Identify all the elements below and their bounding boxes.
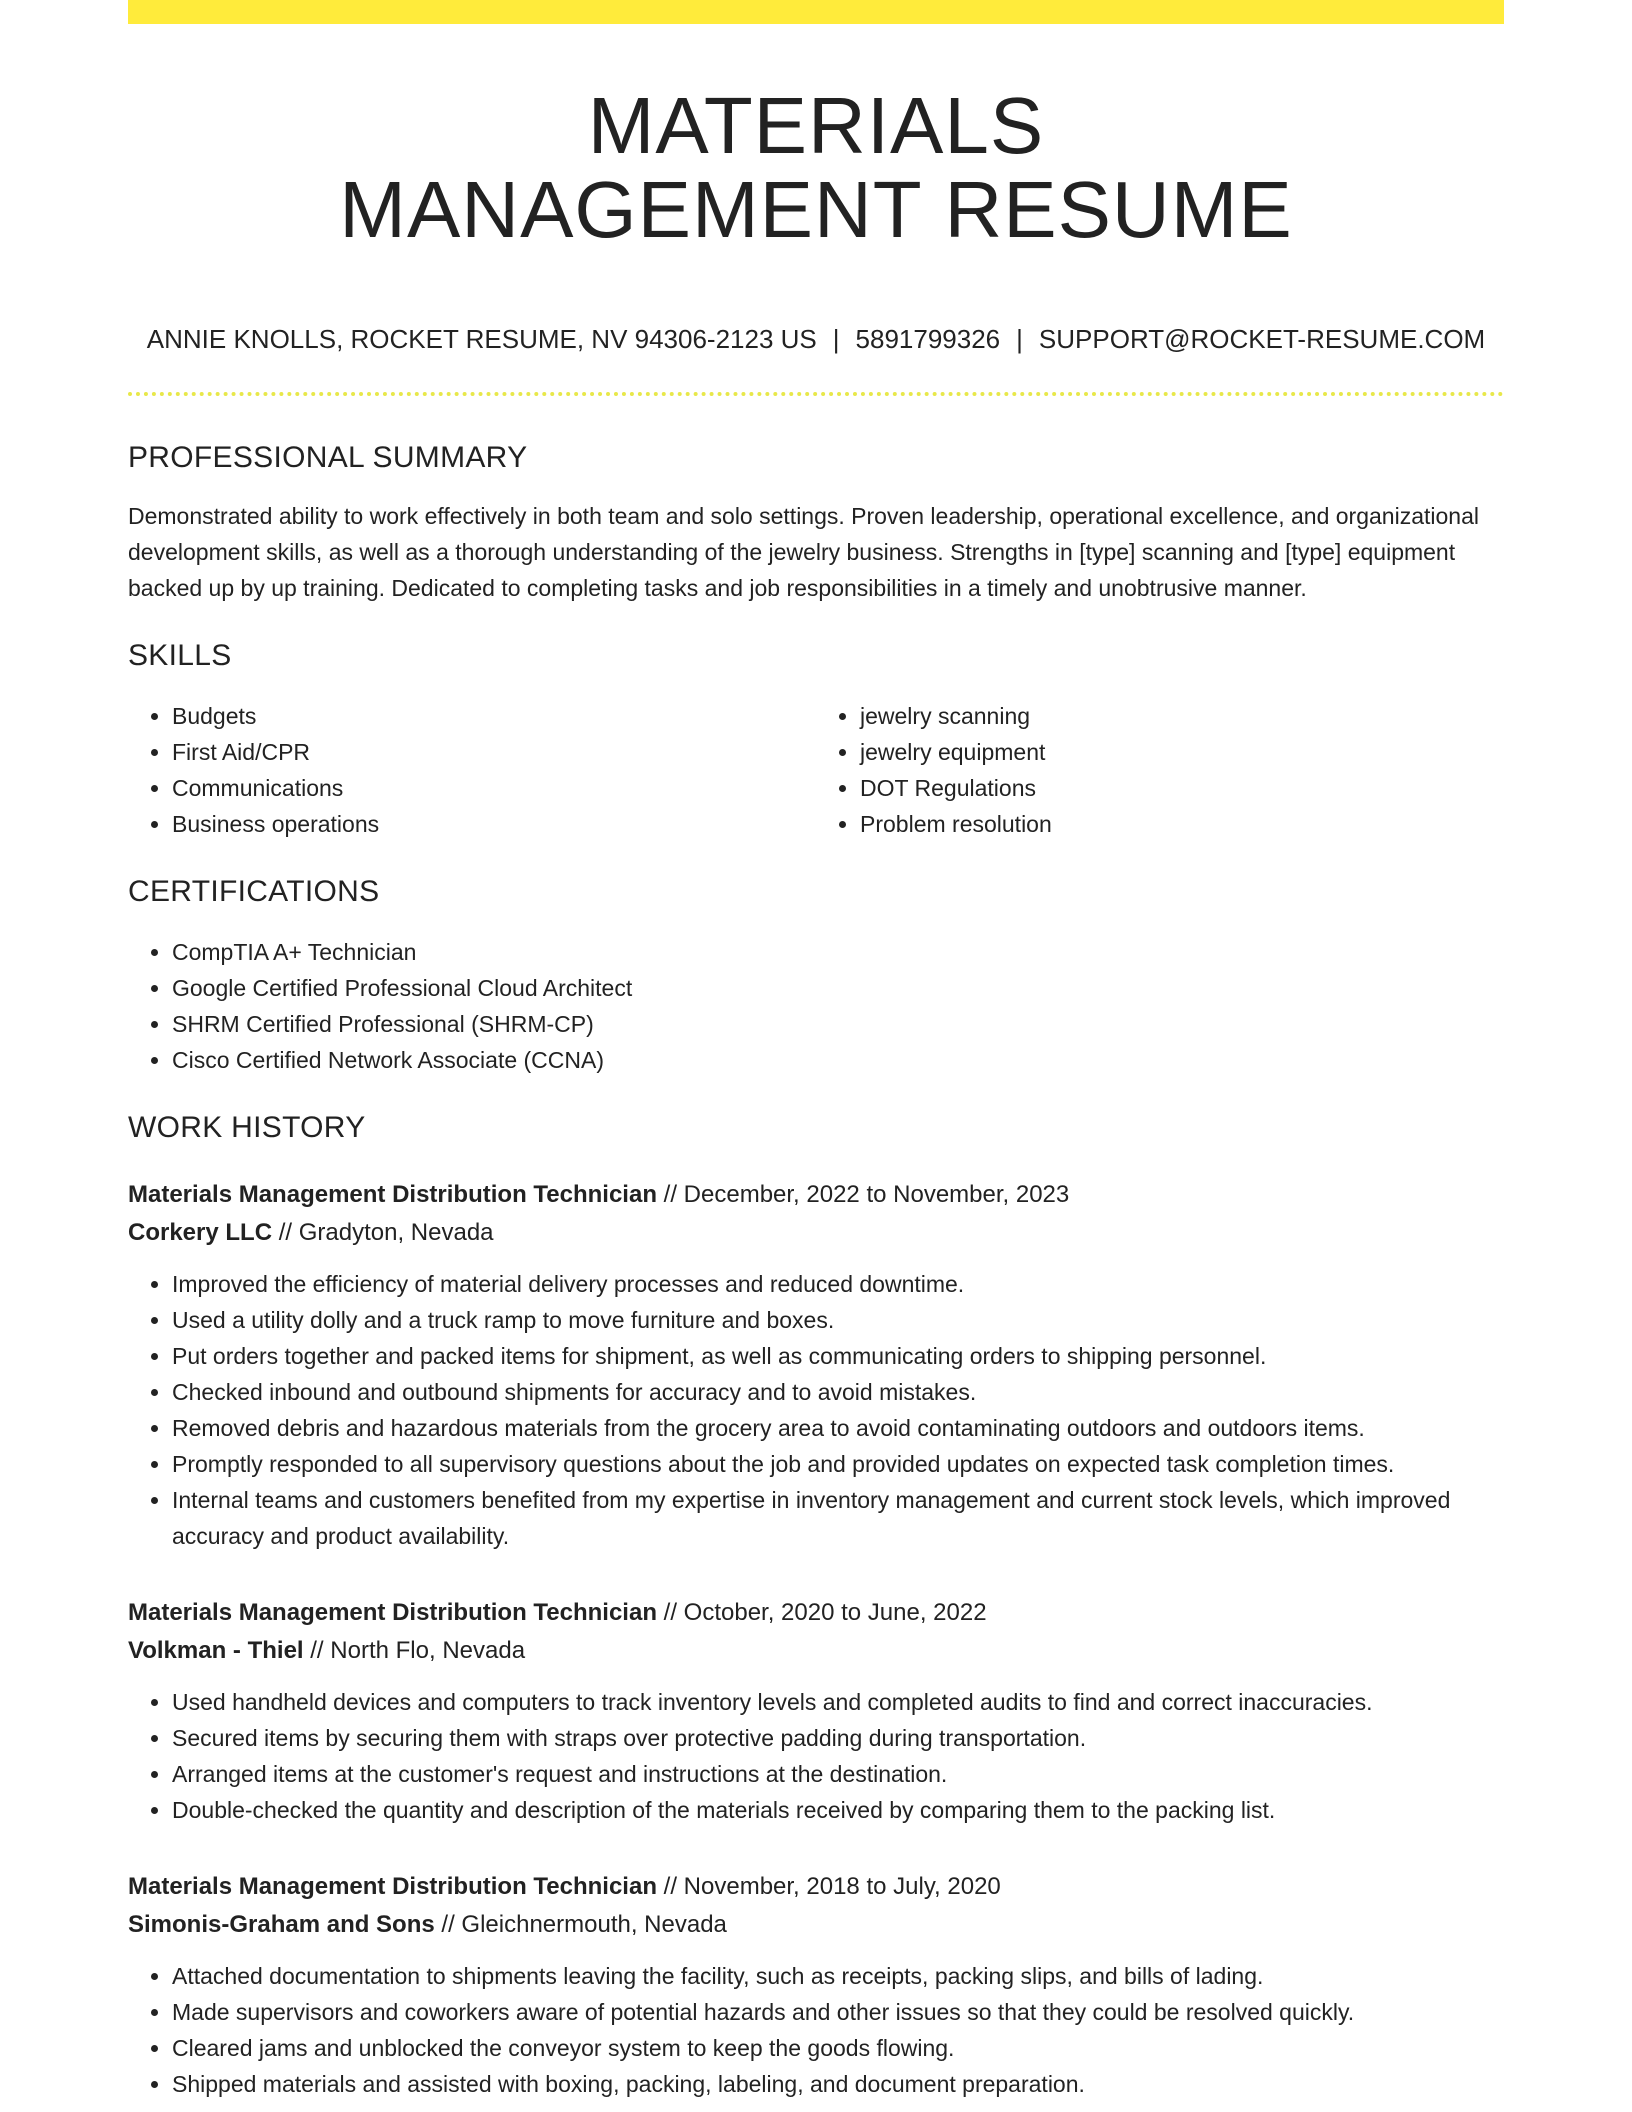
job-entry: [128, 1594, 1504, 1828]
skills-list-left: [128, 698, 816, 842]
job-bullet: • Attached documentation to shipments leaving the facility, such as receipts, packing slips, and bills of lading.: [172, 1958, 1504, 1994]
job-company-line: [128, 1632, 1504, 1670]
job-bullet: • Promptly responded to all supervisory questions about the job and provided updates on expected task completion times.: [172, 1446, 1504, 1482]
job-company: Volkman - Thiel: [128, 1637, 304, 1664]
job-separator: //: [310, 1637, 324, 1664]
skills-grid: [128, 698, 1504, 842]
title-line-1: MATERIALS: [587, 81, 1045, 170]
certification-item: • Google Certified Professional Cloud Architect: [172, 970, 1504, 1006]
job-entry: [128, 1176, 1504, 1554]
contact-separator: |: [1016, 324, 1023, 354]
job-title: Materials Management Distribution Technician: [128, 1873, 657, 1900]
skill-item: • Budgets: [172, 698, 816, 734]
job-entry: [128, 1868, 1504, 2102]
skills-list-right: [816, 698, 1504, 842]
summary-text: Demonstrated ability to work effectively in both team and solo settings. Proven leadership, operational excellence, and organizational development skills, as well as a thorough understanding of the jewelry business. Strengths in [type] scanning and [type] equipment backed up by up training. Dedicated to completing tasks and job responsibilities in a timely and unobtrusive manner.: [128, 503, 1479, 601]
work-history-section: [128, 1106, 1504, 2102]
job-dates: December, 2022 to November, 2023: [683, 1181, 1070, 1208]
certifications-list: [128, 934, 1504, 1078]
job-dates: November, 2018 to July, 2020: [683, 1873, 1001, 1900]
job-bullet: • Shipped materials and assisted with boxing, packing, labeling, and document preparation.: [172, 2066, 1504, 2102]
skills-heading: SKILLS: [128, 639, 232, 672]
job-location: Gleichnermouth, Nevada: [461, 1911, 727, 1938]
skills-section: [128, 634, 1504, 842]
contact-address: ANNIE KNOLLS, ROCKET RESUME, NV 94306-2123 US: [146, 324, 817, 354]
job-bullets: [128, 1958, 1504, 2102]
job-separator: //: [278, 1219, 293, 1246]
skill-item: • jewelry equipment: [860, 734, 1504, 770]
job-title-line: [128, 1176, 1504, 1214]
job-bullets: [128, 1684, 1504, 1828]
job-company: Corkery LLC: [128, 1219, 273, 1246]
job-company-line: [128, 1906, 1504, 1944]
job-title: Materials Management Distribution Technician: [128, 1599, 657, 1626]
contact-separator: |: [832, 324, 840, 354]
skill-item: • Problem resolution: [860, 806, 1504, 842]
job-bullet: • Internal teams and customers benefited from my expertise in inventory management and current stock levels, which improved accuracy and product availability.: [172, 1482, 1504, 1554]
summary-section: [128, 436, 1504, 606]
job-title-line: [128, 1868, 1504, 1906]
job-company-line: [128, 1214, 1504, 1252]
job-location: Gradyton, Nevada: [298, 1219, 494, 1246]
job-separator: //: [663, 1181, 677, 1208]
job-separator: //: [441, 1911, 455, 1938]
contact-line: [128, 322, 1504, 356]
contact-phone: 5891799326: [855, 324, 1001, 354]
certification-item: • Cisco Certified Network Associate (CCNA): [172, 1042, 1504, 1078]
job-company: Simonis-Graham and Sons: [128, 1911, 435, 1938]
job-bullet: • Put orders together and packed items for shipment, as well as communicating orders to shipping personnel.: [172, 1338, 1504, 1374]
certification-item: • SHRM Certified Professional (SHRM-CP): [172, 1006, 1504, 1042]
job-bullet: • Double-checked the quantity and description of the materials received by comparing them to the packing list.: [172, 1792, 1504, 1828]
skill-item: • Communications: [172, 770, 816, 806]
job-bullets: [128, 1266, 1504, 1554]
summary-heading: PROFESSIONAL SUMMARY: [128, 441, 528, 474]
skill-item: • First Aid/CPR: [172, 734, 816, 770]
job-bullet: • Checked inbound and outbound shipments for accuracy and to avoid mistakes.: [172, 1374, 1504, 1410]
job-title-line: [128, 1594, 1504, 1632]
job-bullet: • Removed debris and hazardous materials from the grocery area to avoid contaminating outdoors and outdoors items.: [172, 1410, 1504, 1446]
job-bullet: • Improved the efficiency of material delivery processes and reduced downtime.: [172, 1266, 1504, 1302]
job-title: Materials Management Distribution Technician: [128, 1181, 657, 1208]
resume-title: [128, 81, 1504, 254]
job-bullet: • Made supervisors and coworkers aware of potential hazards and other issues so that they could be resolved quickly.: [172, 1994, 1504, 2030]
certifications-heading: CERTIFICATIONS: [128, 875, 380, 908]
job-location: North Flo, Nevada: [330, 1637, 526, 1664]
accent-top-bar: [128, 0, 1504, 24]
job-bullet: • Used handheld devices and computers to track inventory levels and completed audits to find and correct inaccuracies.: [172, 1684, 1504, 1720]
work-history-heading: WORK HISTORY: [128, 1111, 366, 1144]
certifications-section: [128, 870, 1504, 1078]
dotted-divider: [128, 392, 1504, 396]
skill-item: • DOT Regulations: [860, 770, 1504, 806]
skill-item: • jewelry scanning: [860, 698, 1504, 734]
title-line-2: MANAGEMENT RESUME: [339, 165, 1293, 254]
job-bullet: • Cleared jams and unblocked the conveyor system to keep the goods flowing.: [172, 2030, 1504, 2066]
job-bullet: • Arranged items at the customer's request and instructions at the destination.: [172, 1756, 1504, 1792]
skill-item: • Business operations: [172, 806, 816, 842]
job-separator: //: [663, 1873, 677, 1900]
job-bullet: • Used a utility dolly and a truck ramp to move furniture and boxes.: [172, 1302, 1504, 1338]
job-dates: October, 2020 to June, 2022: [683, 1599, 987, 1626]
certification-item: • CompTIA A+ Technician: [172, 934, 1504, 970]
job-bullet: • Secured items by securing them with straps over protective padding during transportation.: [172, 1720, 1504, 1756]
contact-email: SUPPORT@ROCKET-RESUME.COM: [1038, 324, 1486, 354]
job-separator: //: [663, 1599, 677, 1626]
resume-content: [128, 436, 1504, 2102]
